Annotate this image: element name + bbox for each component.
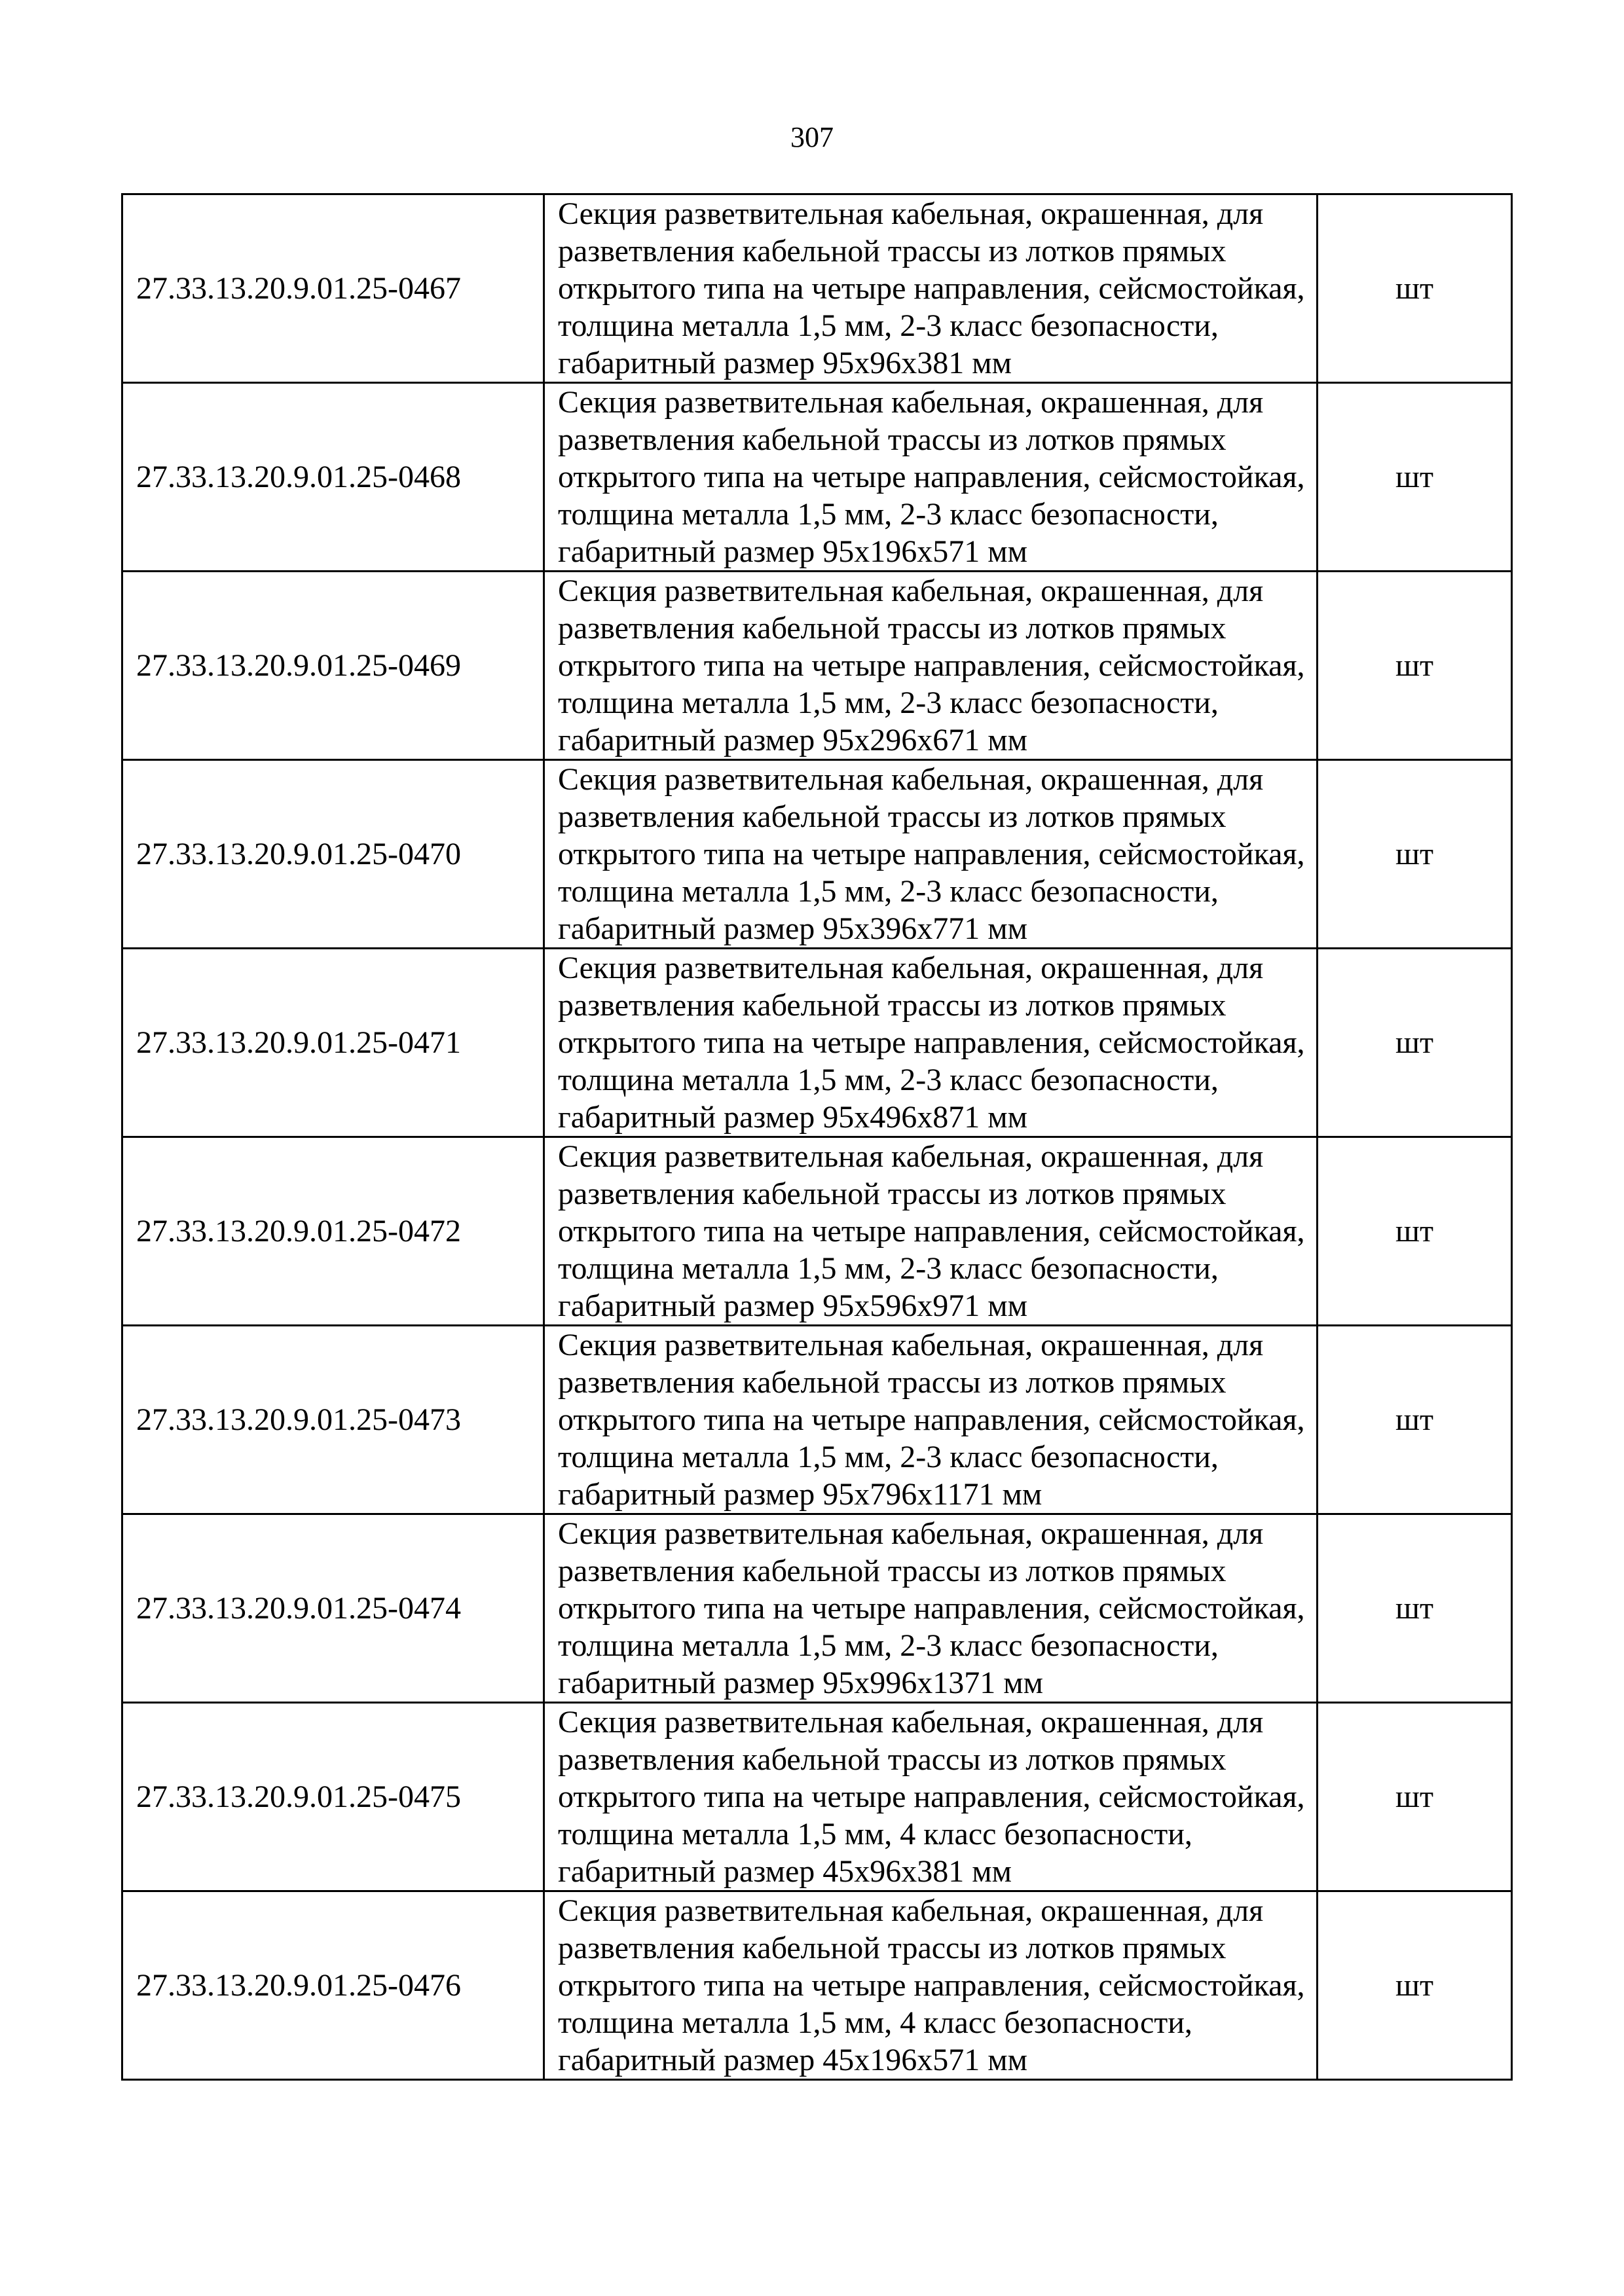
item-description: Секция разветвительная кабельная, окрашенная, для разветвления кабельной трассы из лотков прямых открытого типа на четыре направления, сейсмостойкая, толщина металла 1,5 мм, 2-3 класс безопасности, габаритный размер 95x496x871 мм (544, 949, 1318, 1137)
items-table (121, 193, 1513, 2081)
item-unit: шт (1318, 194, 1512, 383)
item-description: Секция разветвительная кабельная, окрашенная, для разветвления кабельной трассы из лотков прямых открытого типа на четыре направления, сейсмостойкая, толщина металла 1,5 мм, 2-3 класс безопасности, габаритный размер 95x296x671 мм (544, 572, 1318, 760)
table-row (122, 1137, 1512, 1326)
table-row (122, 1891, 1512, 2080)
table-row (122, 1514, 1512, 1703)
table-row (122, 572, 1512, 760)
item-unit: шт (1318, 1326, 1512, 1514)
table-row (122, 760, 1512, 949)
item-unit: шт (1318, 949, 1512, 1137)
page-number: 307 (790, 121, 834, 153)
item-code: 27.33.13.20.9.01.25-0468 (122, 383, 544, 572)
item-unit: шт (1318, 572, 1512, 760)
item-code: 27.33.13.20.9.01.25-0471 (122, 949, 544, 1137)
item-description: Секция разветвительная кабельная, окрашенная, для разветвления кабельной трассы из лотков прямых открытого типа на четыре направления, сейсмостойкая, толщина металла 1,5 мм, 2-3 класс безопасности, габаритный размер 95x796x1171 мм (544, 1326, 1318, 1514)
table-row (122, 194, 1512, 383)
item-code: 27.33.13.20.9.01.25-0470 (122, 760, 544, 949)
table-row (122, 949, 1512, 1137)
item-unit: шт (1318, 1703, 1512, 1891)
item-code: 27.33.13.20.9.01.25-0475 (122, 1703, 544, 1891)
table-row (122, 1703, 1512, 1891)
item-unit: шт (1318, 1514, 1512, 1703)
item-description: Секция разветвительная кабельная, окрашенная, для разветвления кабельной трассы из лотков прямых открытого типа на четыре направления, сейсмостойкая, толщина металла 1,5 мм, 2-3 класс безопасности, габаритный размер 95x396x771 мм (544, 760, 1318, 949)
item-code: 27.33.13.20.9.01.25-0474 (122, 1514, 544, 1703)
item-description: Секция разветвительная кабельная, окрашенная, для разветвления кабельной трассы из лотков прямых открытого типа на четыре направления, сейсмостойкая, толщина металла 1,5 мм, 4 класс безопасности, габаритный размер 45x96x381 мм (544, 1703, 1318, 1891)
item-code: 27.33.13.20.9.01.25-0476 (122, 1891, 544, 2080)
table-row (122, 1326, 1512, 1514)
item-code: 27.33.13.20.9.01.25-0473 (122, 1326, 544, 1514)
item-description: Секция разветвительная кабельная, окрашенная, для разветвления кабельной трассы из лотков прямых открытого типа на четыре направления, сейсмостойкая, толщина металла 1,5 мм, 2-3 класс безопасности, габаритный размер 95x596x971 мм (544, 1137, 1318, 1326)
item-unit: шт (1318, 383, 1512, 572)
item-description: Секция разветвительная кабельная, окрашенная, для разветвления кабельной трассы из лотков прямых открытого типа на четыре направления, сейсмостойкая, толщина металла 1,5 мм, 4 класс безопасности, габаритный размер 45x196x571 мм (544, 1891, 1318, 2080)
item-description: Секция разветвительная кабельная, окрашенная, для разветвления кабельной трассы из лотков прямых открытого типа на четыре направления, сейсмостойкая, толщина металла 1,5 мм, 2-3 класс безопасности, габаритный размер 95x996x1371 мм (544, 1514, 1318, 1703)
item-code: 27.33.13.20.9.01.25-0472 (122, 1137, 544, 1326)
item-unit: шт (1318, 1137, 1512, 1326)
item-unit: шт (1318, 760, 1512, 949)
item-code: 27.33.13.20.9.01.25-0469 (122, 572, 544, 760)
item-description: Секция разветвительная кабельная, окрашенная, для разветвления кабельной трассы из лотков прямых открытого типа на четыре направления, сейсмостойкая, толщина металла 1,5 мм, 2-3 класс безопасности, габаритный размер 95x96x381 мм (544, 194, 1318, 383)
item-description: Секция разветвительная кабельная, окрашенная, для разветвления кабельной трассы из лотков прямых открытого типа на четыре направления, сейсмостойкая, толщина металла 1,5 мм, 2-3 класс безопасности, габаритный размер 95x196x571 мм (544, 383, 1318, 572)
table-row (122, 383, 1512, 572)
item-code: 27.33.13.20.9.01.25-0467 (122, 194, 544, 383)
item-unit: шт (1318, 1891, 1512, 2080)
